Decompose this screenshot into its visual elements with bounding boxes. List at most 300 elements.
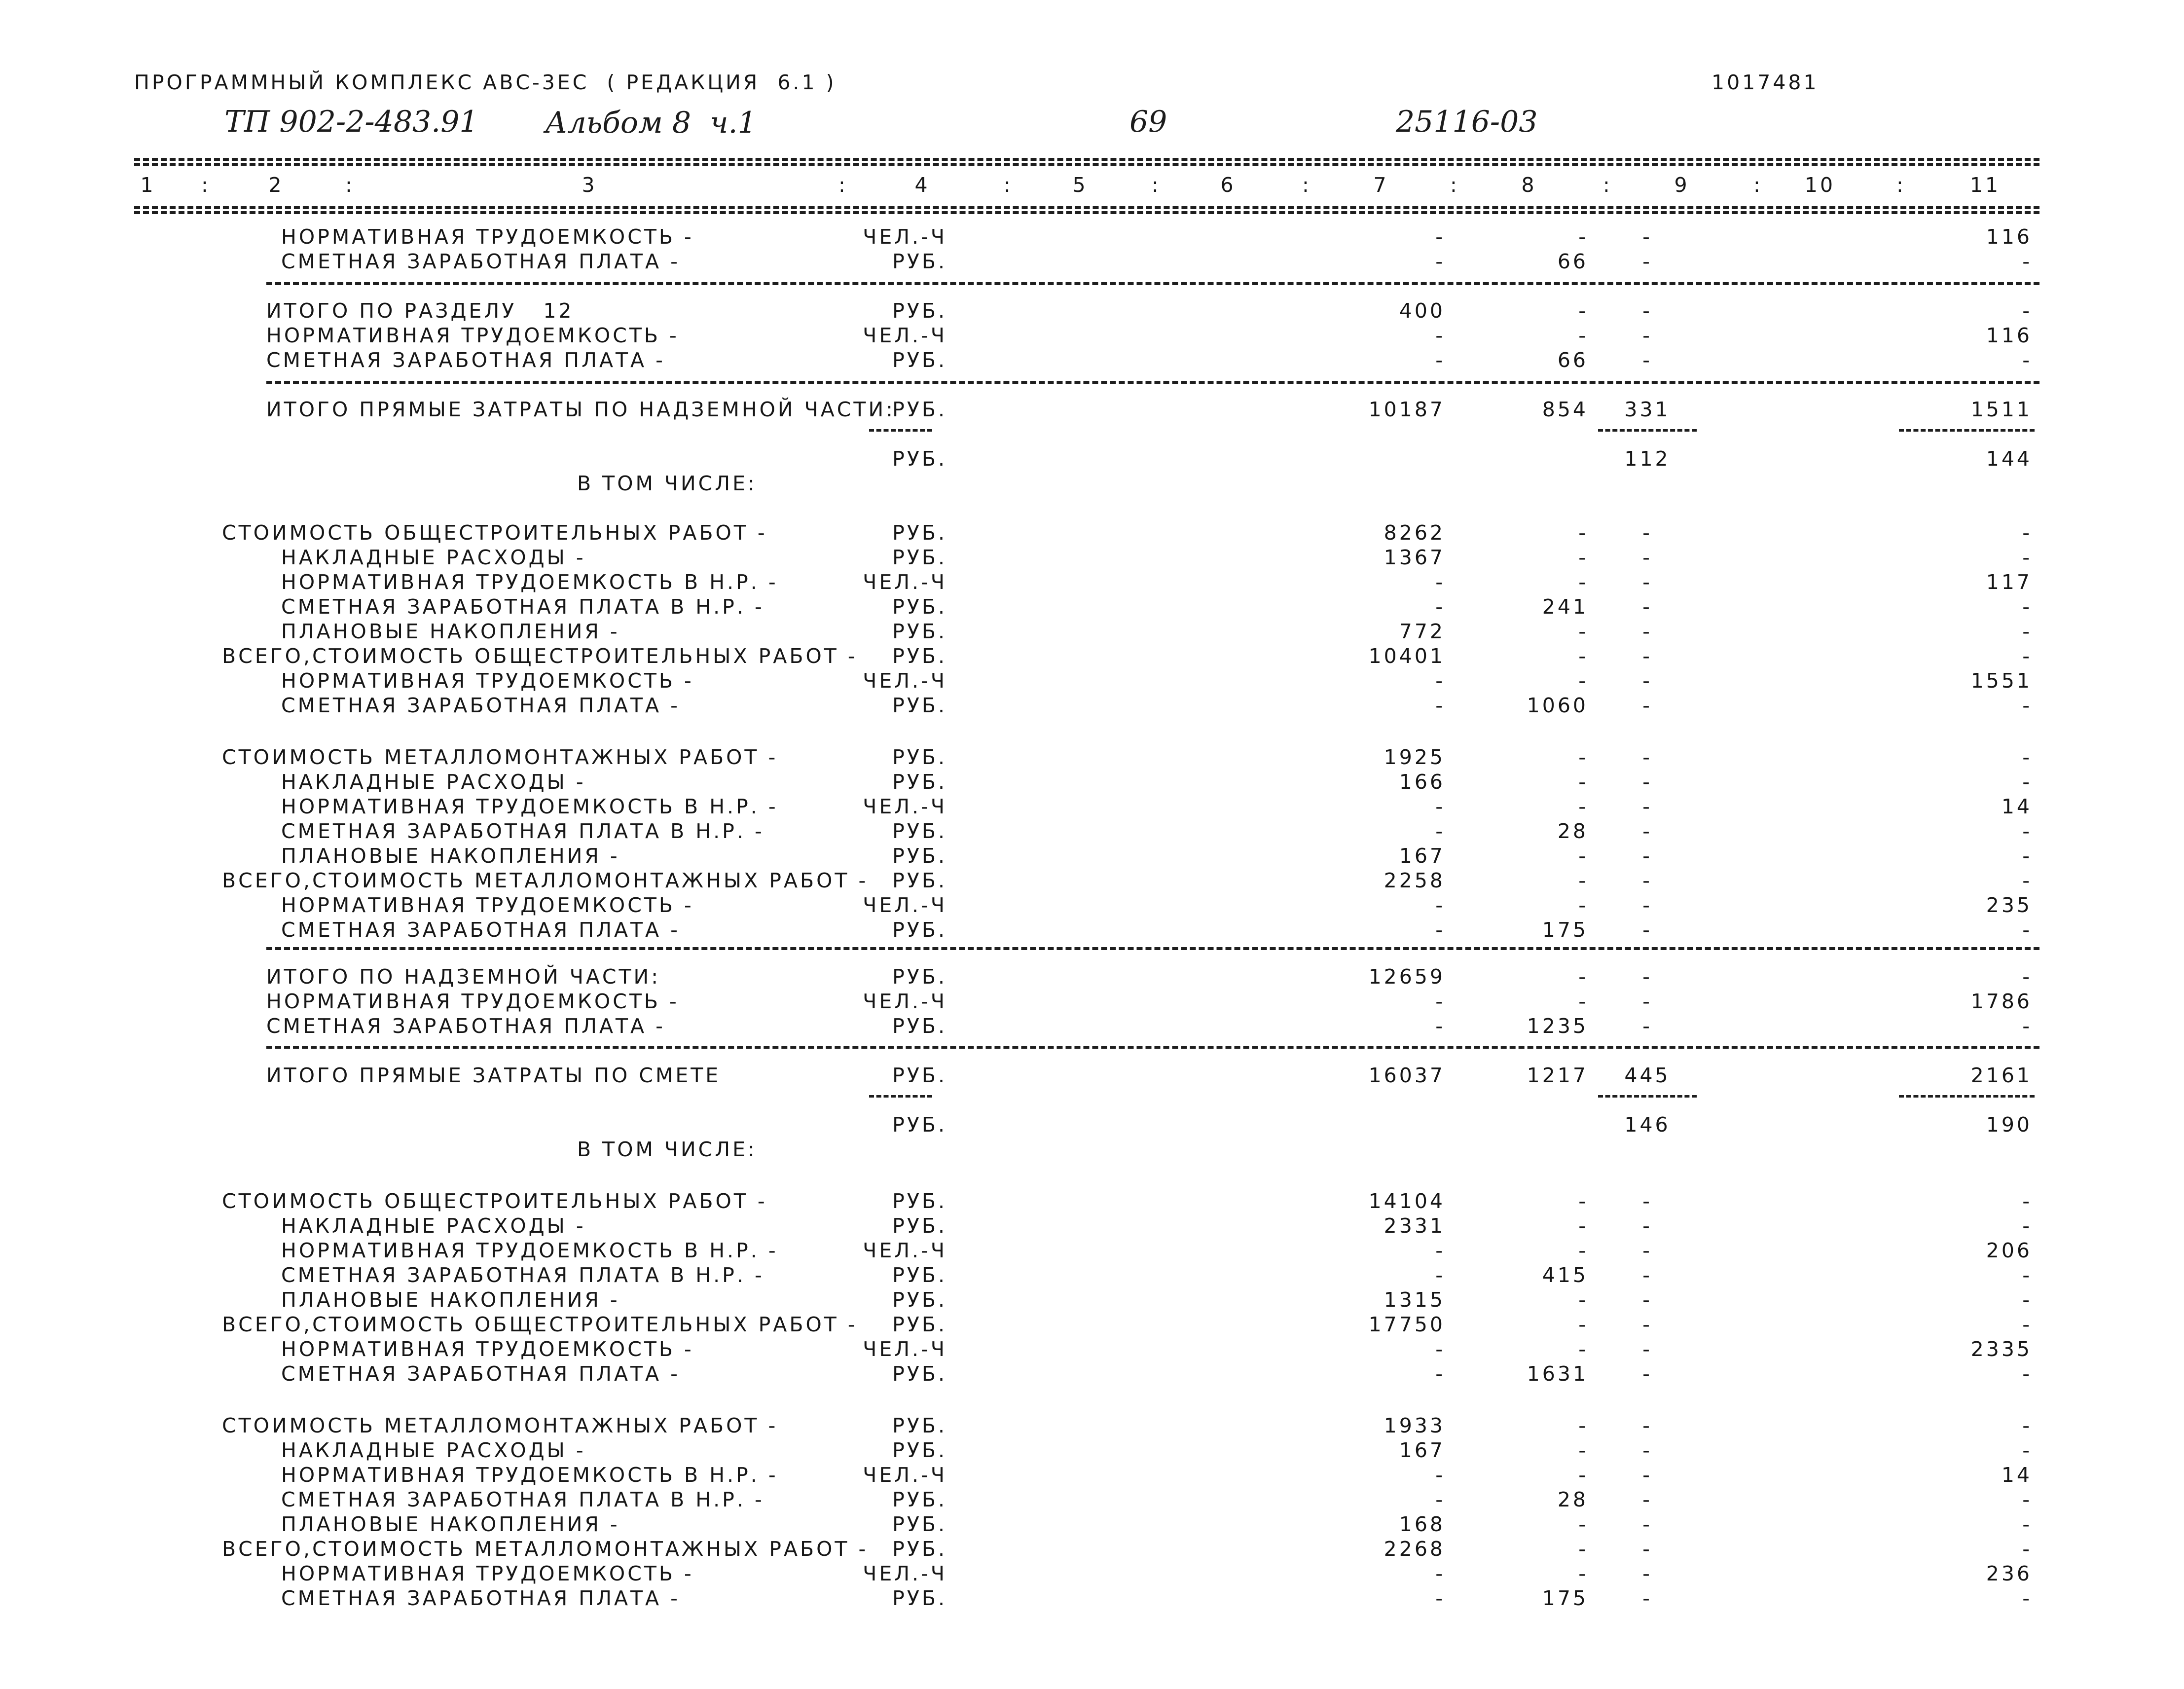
- row-label: НОРМАТИВНАЯ ТРУДОЕМКОСТЬ В Н.Р. -: [281, 795, 778, 818]
- cell-col8: 28: [1557, 1488, 1588, 1511]
- cell-col11: 14: [2001, 1463, 2032, 1487]
- cell-col11: 144: [1986, 447, 2032, 471]
- cell-col7: 1933: [1383, 1414, 1445, 1437]
- dashed-rule: [266, 947, 2039, 950]
- row-label: СТОИМОСТЬ ОБЩЕСТРОИТЕЛЬНЫХ РАБОТ -: [222, 521, 767, 545]
- cell-col7: -: [1435, 669, 1445, 693]
- cell-col9: -: [1642, 965, 1652, 989]
- cell-col9: -: [1642, 745, 1652, 769]
- column-number-8: 8: [1521, 173, 1537, 197]
- cell-col8: -: [1578, 1512, 1588, 1536]
- row-label: ПЛАНОВЫЕ НАКОПЛЕНИЯ -: [281, 844, 620, 868]
- cell-col11: -: [2022, 521, 2032, 545]
- cell-col7: 12659: [1368, 965, 1445, 989]
- cell-col9: -: [1642, 1239, 1652, 1262]
- row-label: НОРМАТИВНАЯ ТРУДОЕМКОСТЬ -: [281, 1562, 694, 1585]
- program-title: ПРОГРАММНЫЙ КОМПЛЕКС АВС-3ЕС ( РЕДАКЦИЯ 6.1 ): [134, 71, 837, 94]
- row-unit: РУБ.: [892, 1488, 947, 1511]
- cell-col9: -: [1642, 770, 1652, 794]
- cell-col7: -: [1435, 1362, 1445, 1386]
- cell-col7: 17750: [1368, 1313, 1445, 1336]
- cell-col9: -: [1642, 570, 1652, 594]
- cell-col11: 1511: [1970, 398, 2032, 421]
- cell-col11: -: [2022, 770, 2032, 794]
- cell-col7: -: [1435, 918, 1445, 942]
- cell-col9: -: [1642, 1488, 1652, 1511]
- row-unit: ЧЕЛ.-Ч: [863, 324, 947, 347]
- row-unit: РУБ.: [892, 1362, 947, 1386]
- row-label: НОРМАТИВНАЯ ТРУДОЕМКОСТЬ -: [281, 893, 694, 917]
- row-unit: РУБ.: [892, 1586, 947, 1610]
- cell-col8: -: [1578, 570, 1588, 594]
- cell-col9: -: [1642, 1512, 1652, 1536]
- cell-col7: 16037: [1368, 1064, 1445, 1087]
- row-label: НОРМАТИВНАЯ ТРУДОЕМКОСТЬ -: [281, 669, 694, 693]
- row-label: В ТОМ ЧИСЛЕ:: [577, 1138, 757, 1161]
- column-number-2: 2: [268, 173, 284, 197]
- row-label: ИТОГО ПРЯМЫЕ ЗАТРАТЫ ПО СМЕТЕ: [266, 1064, 721, 1087]
- handwritten-document-number: 25116-03: [1396, 105, 1538, 139]
- cell-col7: 167: [1399, 1438, 1445, 1462]
- cell-col11: -: [2022, 965, 2032, 989]
- cell-col7: -: [1435, 990, 1445, 1013]
- cell-col8: -: [1578, 1214, 1588, 1238]
- row-label: ПЛАНОВЫЕ НАКОПЛЕНИЯ -: [281, 1512, 620, 1536]
- column-number-7: 7: [1373, 173, 1389, 197]
- cell-col8: 28: [1557, 819, 1588, 843]
- cell-col9: -: [1642, 1189, 1652, 1213]
- cell-col7: 166: [1399, 770, 1445, 794]
- row-unit: РУБ.: [892, 965, 947, 989]
- header-bottom-rule: [134, 206, 2039, 209]
- cell-col7: -: [1435, 694, 1445, 717]
- cell-col8: -: [1578, 1337, 1588, 1361]
- column-separator: :: [1004, 173, 1013, 197]
- cell-col9: 146: [1624, 1113, 1671, 1137]
- cell-col11: -: [2022, 595, 2032, 619]
- cell-col9: -: [1642, 1337, 1652, 1361]
- cell-col11: -: [2022, 844, 2032, 868]
- cell-col9: -: [1642, 1438, 1652, 1462]
- cell-col8: 175: [1542, 1586, 1588, 1610]
- row-unit: РУБ.: [892, 1288, 947, 1312]
- row-unit: ЧЕЛ.-Ч: [863, 1337, 947, 1361]
- row-unit: РУБ.: [892, 546, 947, 569]
- row-unit: РУБ.: [892, 1263, 947, 1287]
- row-unit: РУБ.: [892, 1537, 947, 1561]
- row-unit: РУБ.: [892, 348, 947, 372]
- column-separator: :: [838, 173, 848, 197]
- cell-col8: -: [1578, 324, 1588, 347]
- cell-col7: 10187: [1368, 398, 1445, 421]
- cell-col8: 415: [1542, 1263, 1588, 1287]
- short-rule: [1598, 1095, 1697, 1098]
- cell-col9: -: [1642, 1263, 1652, 1287]
- cell-col8: -: [1578, 669, 1588, 693]
- cell-col8: -: [1578, 521, 1588, 545]
- header-bottom-rule: [134, 211, 2039, 214]
- row-label: НОРМАТИВНАЯ ТРУДОЕМКОСТЬ В Н.Р. -: [281, 1239, 778, 1262]
- cell-col7: -: [1435, 570, 1445, 594]
- row-unit: ЧЕЛ.-Ч: [863, 669, 947, 693]
- cell-col11: -: [2022, 348, 2032, 372]
- row-label: НАКЛАДНЫЕ РАСХОДЫ -: [281, 770, 586, 794]
- header-top-rule: [134, 158, 2039, 161]
- cell-col8: -: [1578, 1537, 1588, 1561]
- row-label: НАКЛАДНЫЕ РАСХОДЫ -: [281, 1214, 586, 1238]
- cell-col7: -: [1435, 250, 1445, 273]
- short-rule: [1598, 429, 1697, 432]
- cell-col8: -: [1578, 745, 1588, 769]
- cell-col7: -: [1435, 1488, 1445, 1511]
- cell-col11: 2161: [1970, 1064, 2032, 1087]
- cell-col11: 190: [1986, 1113, 2032, 1137]
- cell-col9: -: [1642, 521, 1652, 545]
- cell-col7: -: [1435, 1014, 1445, 1038]
- row-unit: ЧЕЛ.-Ч: [863, 1463, 947, 1487]
- cell-col7: -: [1435, 1586, 1445, 1610]
- cell-col7: -: [1435, 348, 1445, 372]
- cell-col9: 112: [1624, 447, 1671, 471]
- cell-col9: -: [1642, 1214, 1652, 1238]
- cell-col11: -: [2022, 1586, 2032, 1610]
- cell-col11: 206: [1986, 1239, 2032, 1262]
- cell-col9: -: [1642, 644, 1652, 668]
- cell-col7: 10401: [1368, 644, 1445, 668]
- column-separator: :: [1603, 173, 1612, 197]
- row-label: НАКЛАДНЫЕ РАСХОДЫ -: [281, 546, 586, 569]
- column-separator: :: [1896, 173, 1906, 197]
- column-separator: :: [201, 173, 211, 197]
- cell-col7: 8262: [1383, 521, 1445, 545]
- row-label: СТОИМОСТЬ ОБЩЕСТРОИТЕЛЬНЫХ РАБОТ -: [222, 1189, 767, 1213]
- row-label: ВСЕГО,СТОИМОСТЬ ОБЩЕСТРОИТЕЛЬНЫХ РАБОТ -: [222, 1313, 858, 1336]
- cell-col8: -: [1578, 546, 1588, 569]
- short-rule: [869, 429, 932, 432]
- cell-col11: -: [2022, 250, 2032, 273]
- row-unit: ЧЕЛ.-Ч: [863, 225, 947, 249]
- row-label: НОРМАТИВНАЯ ТРУДОЕМКОСТЬ -: [281, 1337, 694, 1361]
- row-unit: РУБ.: [892, 595, 947, 619]
- cell-col7: -: [1435, 819, 1445, 843]
- cell-col8: 175: [1542, 918, 1588, 942]
- row-unit: РУБ.: [892, 869, 947, 892]
- row-unit: ЧЕЛ.-Ч: [863, 990, 947, 1013]
- cell-col11: 117: [1986, 570, 2032, 594]
- row-label: СМЕТНАЯ ЗАРАБОТНАЯ ПЛАТА В Н.Р. -: [281, 1488, 764, 1511]
- cell-col9: 445: [1624, 1064, 1671, 1087]
- cell-col8: -: [1578, 1239, 1588, 1262]
- cell-col8: -: [1578, 893, 1588, 917]
- cell-col11: 2335: [1970, 1337, 2032, 1361]
- cell-col8: 66: [1557, 250, 1588, 273]
- cell-col11: -: [2022, 1537, 2032, 1561]
- cell-col7: -: [1435, 1463, 1445, 1487]
- cell-col7: -: [1435, 324, 1445, 347]
- cell-col11: -: [2022, 1189, 2032, 1213]
- column-separator: :: [345, 173, 355, 197]
- cell-col8: -: [1578, 1414, 1588, 1437]
- cell-col11: -: [2022, 819, 2032, 843]
- row-label: НОРМАТИВНАЯ ТРУДОЕМКОСТЬ В Н.Р. -: [281, 570, 778, 594]
- row-label: ВСЕГО,СТОИМОСТЬ МЕТАЛЛОМОНТАЖНЫХ РАБОТ -: [222, 869, 869, 892]
- row-unit: РУБ.: [892, 819, 947, 843]
- row-label: ИТОГО ПО НАДЗЕМНОЙ ЧАСТИ:: [266, 965, 661, 989]
- column-number-3: 3: [582, 173, 597, 197]
- cell-col11: -: [2022, 1414, 2032, 1437]
- row-unit: ЧЕЛ.-Ч: [863, 570, 947, 594]
- row-label: ИТОГО ПО РАЗДЕЛУ 12: [266, 299, 574, 323]
- row-label: НОРМАТИВНАЯ ТРУДОЕМКОСТЬ -: [266, 990, 679, 1013]
- row-unit: ЧЕЛ.-Ч: [863, 1562, 947, 1585]
- column-separator: :: [1753, 173, 1763, 197]
- row-label: СМЕТНАЯ ЗАРАБОТНАЯ ПЛАТА В Н.Р. -: [281, 595, 764, 619]
- cell-col7: -: [1435, 1263, 1445, 1287]
- cell-col11: -: [2022, 299, 2032, 323]
- cell-col11: -: [2022, 1488, 2032, 1511]
- cell-col9: -: [1642, 844, 1652, 868]
- row-label: НОРМАТИВНАЯ ТРУДОЕМКОСТЬ В Н.Р. -: [281, 1463, 778, 1487]
- cell-col8: 1060: [1527, 694, 1588, 717]
- cell-col11: -: [2022, 1263, 2032, 1287]
- cell-col11: -: [2022, 694, 2032, 717]
- row-label: СМЕТНАЯ ЗАРАБОТНАЯ ПЛАТА В Н.Р. -: [281, 819, 764, 843]
- row-unit: РУБ.: [892, 918, 947, 942]
- column-number-1: 1: [140, 173, 156, 197]
- row-unit: РУБ.: [892, 398, 947, 421]
- column-number-9: 9: [1674, 173, 1690, 197]
- row-unit: РУБ.: [892, 1313, 947, 1336]
- cell-col9: -: [1642, 1313, 1652, 1336]
- row-unit: ЧЕЛ.-Ч: [863, 795, 947, 818]
- row-unit: РУБ.: [892, 299, 947, 323]
- cell-col8: -: [1578, 620, 1588, 643]
- cell-col7: 1367: [1383, 546, 1445, 569]
- cell-col7: 168: [1399, 1512, 1445, 1536]
- cell-col8: -: [1578, 644, 1588, 668]
- cell-col7: -: [1435, 1337, 1445, 1361]
- cell-col9: -: [1642, 1362, 1652, 1386]
- cell-col11: -: [2022, 1438, 2032, 1462]
- row-unit: РУБ.: [892, 1214, 947, 1238]
- cell-col11: -: [2022, 546, 2032, 569]
- row-unit: РУБ.: [892, 745, 947, 769]
- row-unit: РУБ.: [892, 1189, 947, 1213]
- cell-col9: -: [1642, 1537, 1652, 1561]
- cell-col9: -: [1642, 1414, 1652, 1437]
- column-number-10: 10: [1804, 173, 1836, 197]
- row-label: ВСЕГО,СТОИМОСТЬ МЕТАЛЛОМОНТАЖНЫХ РАБОТ -: [222, 1537, 869, 1561]
- cell-col8: 1235: [1527, 1014, 1588, 1038]
- cell-col11: -: [2022, 620, 2032, 643]
- cell-col11: 1551: [1970, 669, 2032, 693]
- cell-col9: -: [1642, 250, 1652, 273]
- cell-col8: -: [1578, 844, 1588, 868]
- cell-col9: -: [1642, 795, 1652, 818]
- cell-col7: -: [1435, 1562, 1445, 1585]
- row-unit: РУБ.: [892, 770, 947, 794]
- row-unit: РУБ.: [892, 521, 947, 545]
- cell-col7: 14104: [1368, 1189, 1445, 1213]
- short-rule: [1899, 1095, 2035, 1098]
- row-label: ИТОГО ПРЯМЫЕ ЗАТРАТЫ ПО НАДЗЕМНОЙ ЧАСТИ:: [266, 398, 895, 421]
- cell-col11: -: [2022, 1014, 2032, 1038]
- cell-col11: -: [2022, 869, 2032, 892]
- cell-col7: 1925: [1383, 745, 1445, 769]
- row-unit: РУБ.: [892, 644, 947, 668]
- row-unit: РУБ.: [892, 1512, 947, 1536]
- row-unit: ЧЕЛ.-Ч: [863, 1239, 947, 1262]
- short-rule: [1899, 429, 2035, 432]
- cell-col11: -: [2022, 1362, 2032, 1386]
- cell-col8: -: [1578, 1562, 1588, 1585]
- row-unit: РУБ.: [892, 1113, 947, 1137]
- row-unit: РУБ.: [892, 694, 947, 717]
- dashed-rule: [266, 282, 2039, 285]
- row-unit: РУБ.: [892, 250, 947, 273]
- cell-col8: -: [1578, 1189, 1588, 1213]
- handwritten-album: Альбом 8 ч.1: [545, 106, 757, 140]
- cell-col7: 2258: [1383, 869, 1445, 892]
- cell-col8: -: [1578, 990, 1588, 1013]
- cell-col8: 66: [1557, 348, 1588, 372]
- cell-col9: -: [1642, 1288, 1652, 1312]
- cell-col7: 1315: [1383, 1288, 1445, 1312]
- row-unit: РУБ.: [892, 1438, 947, 1462]
- cell-col8: -: [1578, 1463, 1588, 1487]
- handwritten-page-number: 69: [1129, 105, 1167, 139]
- row-label: СМЕТНАЯ ЗАРАБОТНАЯ ПЛАТА -: [266, 1014, 665, 1038]
- row-unit: РУБ.: [892, 620, 947, 643]
- dashed-rule: [266, 1046, 2039, 1049]
- row-unit: РУБ.: [892, 1414, 947, 1437]
- row-label: СМЕТНАЯ ЗАРАБОТНАЯ ПЛАТА -: [281, 918, 680, 942]
- cell-col9: -: [1642, 299, 1652, 323]
- cell-col11: -: [2022, 918, 2032, 942]
- dashed-rule: [266, 381, 2039, 384]
- cell-col9: -: [1642, 348, 1652, 372]
- cell-col9: -: [1642, 620, 1652, 643]
- cell-col9: -: [1642, 990, 1652, 1013]
- column-number-6: 6: [1220, 173, 1236, 197]
- cell-col11: 235: [1986, 893, 2032, 917]
- cell-col7: -: [1435, 1239, 1445, 1262]
- row-unit: РУБ.: [892, 1014, 947, 1038]
- cell-col8: 1631: [1527, 1362, 1588, 1386]
- handwritten-project-number: ТП 902-2-483.91: [224, 105, 478, 139]
- short-rule: [869, 1095, 932, 1098]
- cell-col8: 1217: [1527, 1064, 1588, 1087]
- row-unit: РУБ.: [892, 447, 947, 471]
- cell-col11: -: [2022, 644, 2032, 668]
- column-number-11: 11: [1969, 173, 2001, 197]
- row-label: СМЕТНАЯ ЗАРАБОТНАЯ ПЛАТА -: [266, 348, 665, 372]
- cell-col8: -: [1578, 965, 1588, 989]
- cell-col9: -: [1642, 694, 1652, 717]
- cell-col9: -: [1642, 1014, 1652, 1038]
- cell-col7: -: [1435, 595, 1445, 619]
- cell-col9: -: [1642, 546, 1652, 569]
- cell-col8: 241: [1542, 595, 1588, 619]
- row-label: В ТОМ ЧИСЛЕ:: [577, 472, 757, 495]
- cell-col9: -: [1642, 1463, 1652, 1487]
- row-label: ВСЕГО,СТОИМОСТЬ ОБЩЕСТРОИТЕЛЬНЫХ РАБОТ -: [222, 644, 858, 668]
- cell-col8: -: [1578, 1313, 1588, 1336]
- row-label: СМЕТНАЯ ЗАРАБОТНАЯ ПЛАТА -: [281, 1586, 680, 1610]
- cell-col9: -: [1642, 1586, 1652, 1610]
- row-label: СМЕТНАЯ ЗАРАБОТНАЯ ПЛАТА -: [281, 1362, 680, 1386]
- cell-col9: -: [1642, 869, 1652, 892]
- cell-col7: -: [1435, 225, 1445, 249]
- cell-col7: 2268: [1383, 1537, 1445, 1561]
- cell-col9: -: [1642, 1562, 1652, 1585]
- cell-col11: 116: [1986, 225, 2032, 249]
- document-code: 1017481: [1711, 71, 1819, 94]
- row-label: СМЕТНАЯ ЗАРАБОТНАЯ ПЛАТА -: [281, 694, 680, 717]
- header-top-rule: [134, 163, 2039, 166]
- cell-col9: -: [1642, 918, 1652, 942]
- cell-col8: -: [1578, 869, 1588, 892]
- row-label: СМЕТНАЯ ЗАРАБОТНАЯ ПЛАТА -: [281, 250, 680, 273]
- row-unit: РУБ.: [892, 844, 947, 868]
- row-label: СТОИМОСТЬ МЕТАЛЛОМОНТАЖНЫХ РАБОТ -: [222, 745, 778, 769]
- cell-col11: -: [2022, 1214, 2032, 1238]
- cell-col11: -: [2022, 1313, 2032, 1336]
- row-label: НАКЛАДНЫЕ РАСХОДЫ -: [281, 1438, 586, 1462]
- cell-col11: 14: [2001, 795, 2032, 818]
- cell-col7: -: [1435, 893, 1445, 917]
- row-label: НОРМАТИВНАЯ ТРУДОЕМКОСТЬ -: [281, 225, 694, 249]
- cell-col9: -: [1642, 893, 1652, 917]
- cell-col8: 854: [1542, 398, 1588, 421]
- cell-col11: 1786: [1970, 990, 2032, 1013]
- row-unit: РУБ.: [892, 1064, 947, 1087]
- row-label: СТОИМОСТЬ МЕТАЛЛОМОНТАЖНЫХ РАБОТ -: [222, 1414, 778, 1437]
- cell-col8: -: [1578, 1438, 1588, 1462]
- row-label: ПЛАНОВЫЕ НАКОПЛЕНИЯ -: [281, 1288, 620, 1312]
- cell-col9: -: [1642, 595, 1652, 619]
- cell-col9: -: [1642, 669, 1652, 693]
- cell-col9: 331: [1624, 398, 1671, 421]
- row-label: СМЕТНАЯ ЗАРАБОТНАЯ ПЛАТА В Н.Р. -: [281, 1263, 764, 1287]
- cell-col8: -: [1578, 225, 1588, 249]
- cell-col11: 116: [1986, 324, 2032, 347]
- cell-col11: 236: [1986, 1562, 2032, 1585]
- cell-col9: -: [1642, 225, 1652, 249]
- column-separator: :: [1152, 173, 1161, 197]
- row-label: ПЛАНОВЫЕ НАКОПЛЕНИЯ -: [281, 620, 620, 643]
- row-unit: ЧЕЛ.-Ч: [863, 893, 947, 917]
- cell-col7: -: [1435, 795, 1445, 818]
- cell-col8: -: [1578, 770, 1588, 794]
- cell-col9: -: [1642, 819, 1652, 843]
- column-separator: :: [1302, 173, 1311, 197]
- cell-col8: -: [1578, 1288, 1588, 1312]
- cell-col8: -: [1578, 795, 1588, 818]
- cell-col7: 2331: [1383, 1214, 1445, 1238]
- cell-col11: -: [2022, 745, 2032, 769]
- row-label: НОРМАТИВНАЯ ТРУДОЕМКОСТЬ -: [266, 324, 679, 347]
- cell-col7: 400: [1399, 299, 1445, 323]
- column-number-4: 4: [914, 173, 930, 197]
- cell-col11: -: [2022, 1288, 2032, 1312]
- cell-col7: 167: [1399, 844, 1445, 868]
- cell-col8: -: [1578, 299, 1588, 323]
- cell-col7: 772: [1399, 620, 1445, 643]
- cell-col9: -: [1642, 324, 1652, 347]
- column-separator: :: [1450, 173, 1459, 197]
- cell-col11: -: [2022, 1512, 2032, 1536]
